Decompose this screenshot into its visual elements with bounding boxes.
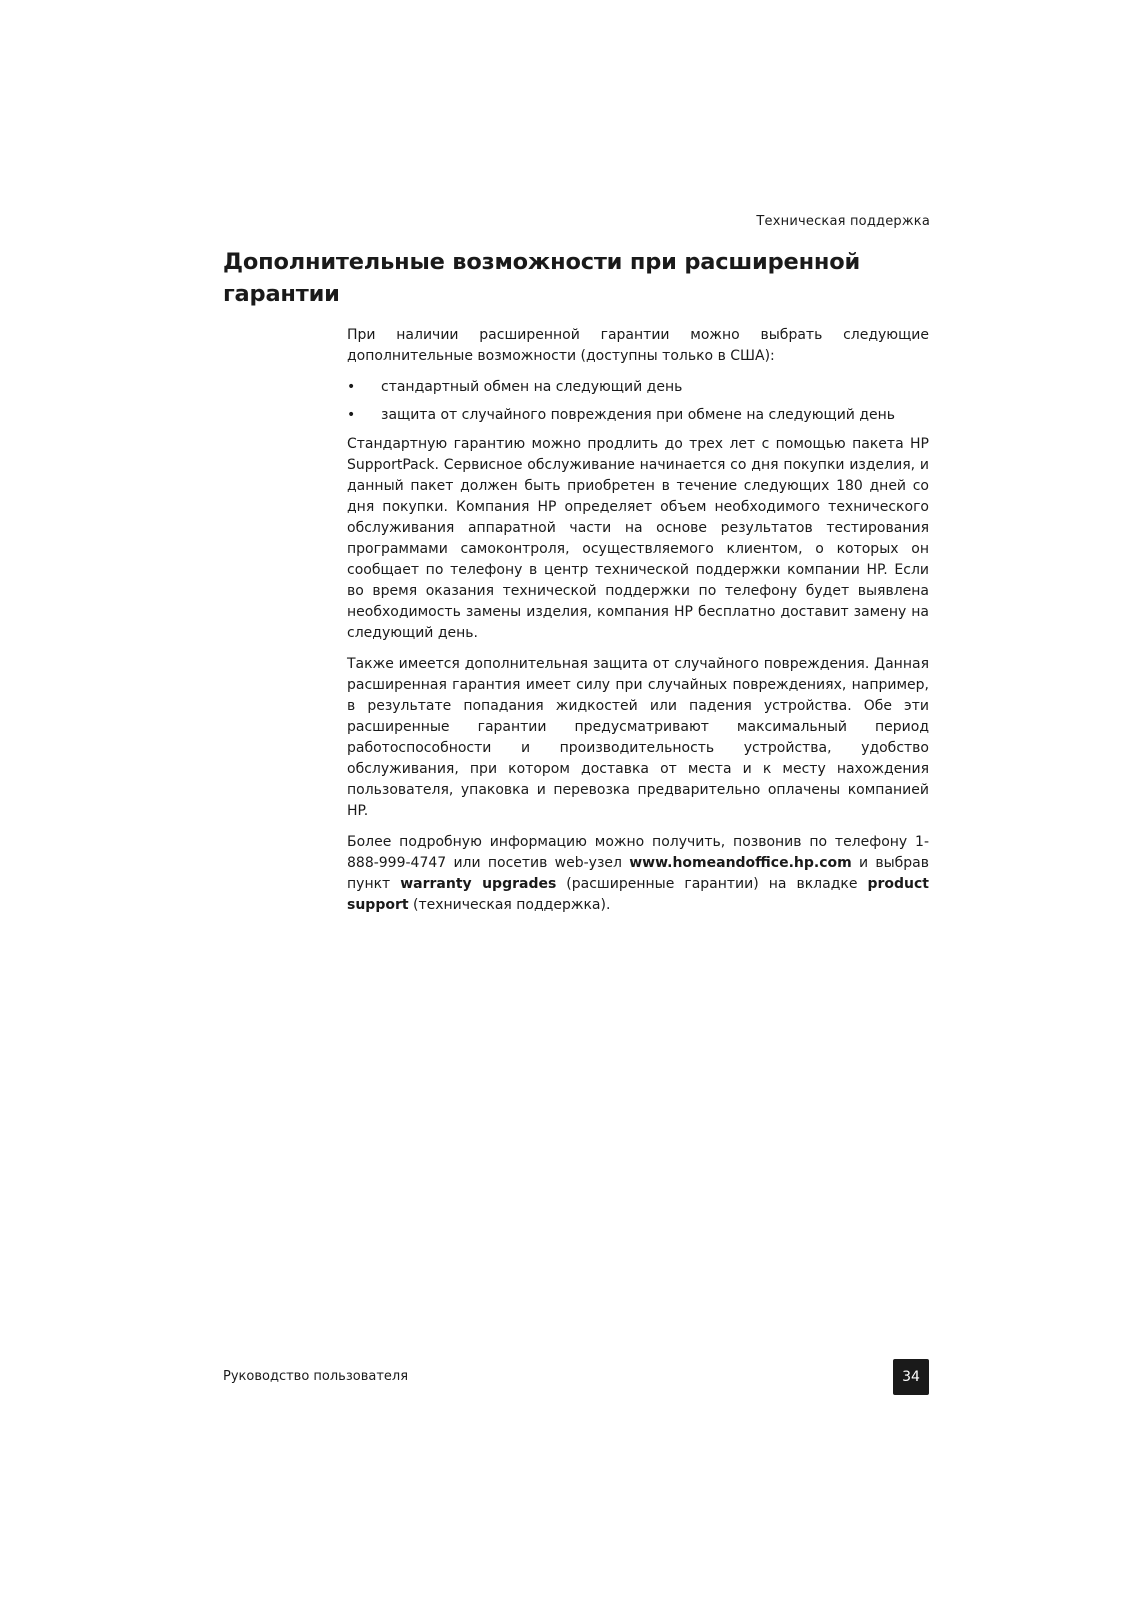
options-list xyxy=(347,377,929,426)
warranty-upgrades-link[interactable]: warranty upgrades xyxy=(400,876,557,892)
standard-warranty-paragraph: Стандартную гарантию можно продлить до трех лет с помощью пакета HP SupportPack. Сервисное обслуживание начинается со дня покупки изделия, и данный пакет должен быть приобретен в течение следующих 180 дней со дня покупки. Компания HP определяет объем необходимого технического обслуживания аппаратной части на основе результатов тестирования программами самоконтроля, осуществляемого клиентом, о которых он сообщает по телефону в центр технической поддержки компании HP. Если во время оказания технической поддержки по телефону будет выявлена необходимость замены изделия, компания HP бесплатно доставит замену на следующий день. xyxy=(347,436,929,641)
bullet-icon: • xyxy=(347,407,356,423)
more-info-paragraph xyxy=(347,832,929,916)
product-support-link[interactable]: product support xyxy=(347,876,929,913)
list-item-text: защита от случайного повреждения при обмене на следующий день xyxy=(381,407,896,423)
footer-title: Руководство пользователя xyxy=(223,1369,409,1384)
list-item xyxy=(347,377,929,398)
intro-paragraph: При наличии расширенной гарантии можно выбрать следующие дополнительные возможности (доступны только в США): xyxy=(347,327,929,364)
bullet-icon: • xyxy=(347,379,356,395)
more-info-text: (расширенные гарантии) на вкладке xyxy=(556,876,868,892)
section-title: Дополнительные возможности при расширенной гарантии xyxy=(223,249,861,307)
damage-protection-paragraph: Также имеется дополнительная защита от случайного повреждения. Данная расширенная гарантия имеет силу при случайных повреждениях, например, в результате попадания жидкостей или падения устройства. Обе эти расширенные гарантии предусматривают максимальный период работоспособности и производительность устройства, удобство обслуживания, при котором доставка от места и к месту нахождения пользователя, упаковка и перевозка предварительно оплачены компанией HP. xyxy=(347,656,929,819)
running-header: Техническая поддержка xyxy=(756,214,930,229)
list-item xyxy=(347,405,929,426)
more-info-text: и выбрав пункт xyxy=(347,855,930,892)
page-number: 34 xyxy=(893,1359,929,1395)
body-text xyxy=(347,325,929,926)
list-item-text: стандартный обмен на следующий день xyxy=(381,379,683,395)
more-info-text: Более подробную информацию можно получить, позвонив по телефону 1-888-999-4747 или посетив web-узел xyxy=(347,834,929,871)
website-link[interactable]: www.homeandoffice.hp.com xyxy=(629,855,852,871)
more-info-text: (техническая поддержка). xyxy=(408,897,611,913)
